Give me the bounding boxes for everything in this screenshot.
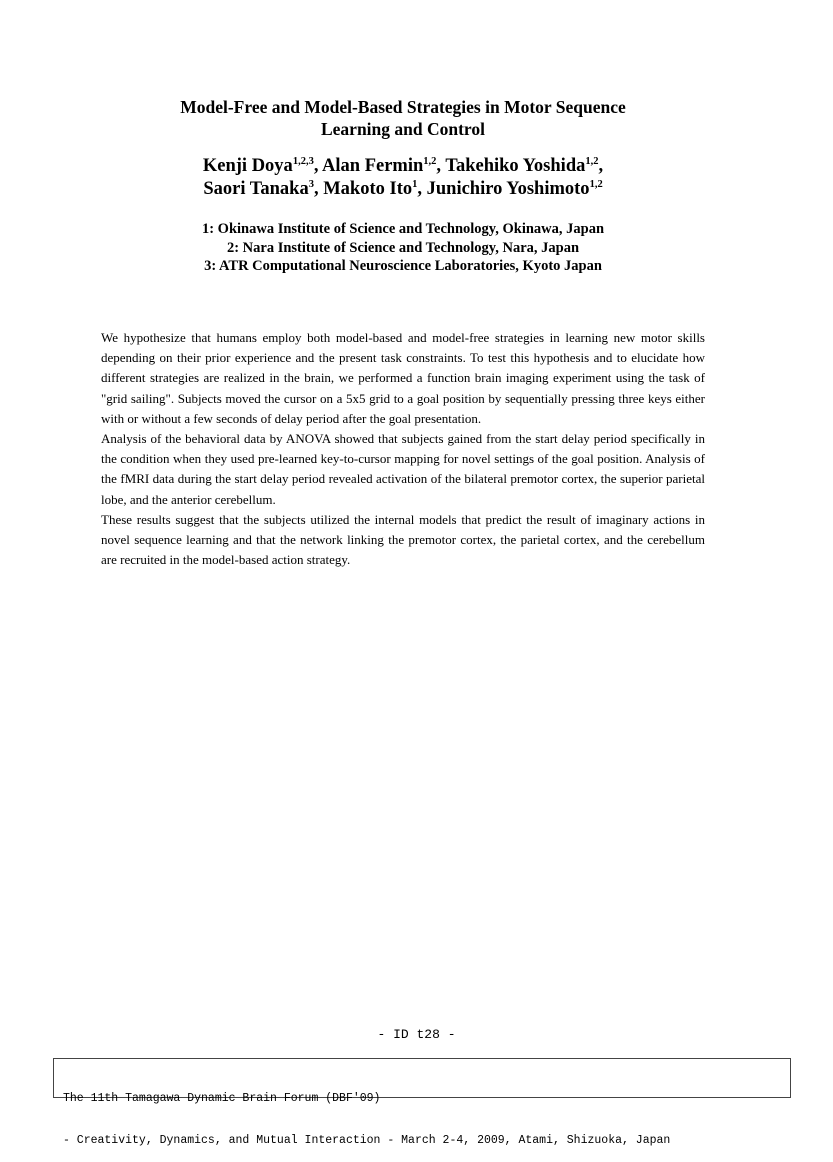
author-affiliation-marker: 1,2 xyxy=(589,179,603,190)
author-separator: , xyxy=(313,156,323,176)
affiliation-item: 3: ATR Computational Neuroscience Laboratories, Kyoto Japan xyxy=(204,258,602,274)
affiliation-list xyxy=(100,220,706,276)
author-name: Junichiro Yoshimoto xyxy=(426,179,590,199)
author-separator: , xyxy=(417,179,427,199)
author-affiliation-marker: 1,2,3 xyxy=(292,156,314,167)
page-id: - ID t28 - xyxy=(377,1027,456,1042)
title-line-2: Learning and Control xyxy=(320,119,485,139)
author-line-1 xyxy=(100,155,706,178)
affiliation-item: 1: Okinawa Institute of Science and Technology, Okinawa, Japan xyxy=(201,221,605,237)
abstract xyxy=(101,328,705,570)
author-list xyxy=(100,155,706,201)
author-separator: , xyxy=(436,156,446,176)
author-name: Saori Tanaka xyxy=(203,179,309,199)
author-affiliation-marker: 1,2 xyxy=(423,156,437,167)
author-separator: , xyxy=(313,179,324,199)
abstract-paragraph: Analysis of the behavioral data by ANOVA showed that subjects gained from the start delay period specifically in the condition when they used pre-learned key-to-cursor mapping for novel settings of the goal position. Analysis of the fMRI data during the start delay period revealed activation of the bilateral premotor cortex, the superior parietal lobe, and the anterior cerebellum. xyxy=(101,431,705,507)
footer-line-1: The 11th Tamagawa Dynamic Brain Forum (DBF'09) xyxy=(63,1092,381,1105)
footer-line-2: - Creativity, Dynamics, and Mutual Interaction - March 2-4, 2009, Atami, Shizuoka, Japan xyxy=(63,1134,671,1147)
title-line-1: Model-Free and Model-Based Strategies in Motor Sequence xyxy=(180,97,626,117)
conference-footer xyxy=(53,1058,791,1147)
author-name: Alan Fermin xyxy=(322,156,424,176)
author-name: Makoto Ito xyxy=(323,179,413,199)
affiliation-item: 2: Nara Institute of Science and Technology, Nara, Japan xyxy=(226,239,580,256)
author-affiliation-marker: 3 xyxy=(308,179,314,190)
author-line-2 xyxy=(100,178,706,201)
author-separator: , xyxy=(598,156,604,176)
author-affiliation-marker: 1 xyxy=(412,179,418,190)
paper-title xyxy=(100,96,706,140)
abstract-paragraph: We hypothesize that humans employ both model-based and model-free strategies in learning new motor skills depending on their prior experience and the present task constraints. To test this hypothesis and to elucidate how different strategies are realized in the brain, we performed a function brain imaging experiment using the task of "grid sailing". Subjects moved the cursor on a 5x5 grid to a goal position by sequentially pressing three keys either with or without a few seconds of delay period after the goal presentation. xyxy=(101,330,705,426)
author-name: Takehiko Yoshida xyxy=(445,156,586,176)
abstract-paragraph: These results suggest that the subjects utilized the internal models that predict the result of imaginary actions in novel sequence learning and that the network linking the premotor cortex, the parietal cortex, and the cerebellum are recruited in the model-based action strategy. xyxy=(101,511,705,568)
author-name: Kenji Doya xyxy=(202,156,293,176)
author-affiliation-marker: 1,2 xyxy=(585,156,599,167)
